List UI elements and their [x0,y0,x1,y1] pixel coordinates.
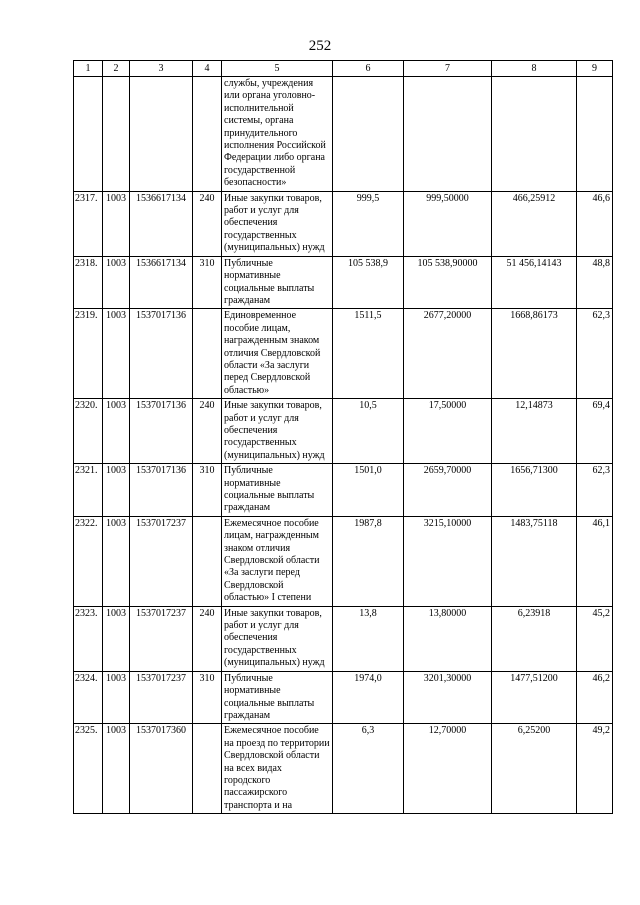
planned-amount-cell: 13,8 [333,606,404,671]
expense-type-cell: 240 [193,191,222,256]
description-cell: Иные закупки товаров, работ и услуг для обеспечения государственных (муниципальных) нужд [222,606,333,671]
refined-amount-cell: 999,50000 [404,191,492,256]
expense-type-cell: 240 [193,399,222,464]
section-code-cell: 1003 [103,464,130,517]
description-cell: службы, учреждения или органа уголовно-исполнительной системы, органа принудительного исполнения Российской Федерации либо органа государственной безопасности» [222,77,333,192]
percent-executed-cell: 62,3 [577,464,613,517]
expense-type-cell [193,516,222,606]
executed-amount-cell: 466,25912 [492,191,577,256]
header-cell-3: 3 [130,61,193,77]
expense-type-cell: 240 [193,606,222,671]
description-cell: Ежемесячное пособие лицам, награжденным знаком отличия Свердловской области «За заслуги перед Свердловской областью» I степени [222,516,333,606]
table-body [74,77,613,814]
section-code-cell: 1003 [103,256,130,309]
description-cell: Единовременное пособие лицам, награжденным знаком отличия Свердловской области «За заслуги перед Свердловской областью» [222,309,333,399]
expense-type-cell [193,724,222,814]
header-cell-6: 6 [333,61,404,77]
table-row [74,399,613,464]
table-row [74,724,613,814]
target-article-cell [130,77,193,192]
header-cell-2: 2 [103,61,130,77]
executed-amount-cell: 51 456,14143 [492,256,577,309]
planned-amount-cell: 1974,0 [333,671,404,724]
description-cell: Публичные нормативные социальные выплаты гражданам [222,671,333,724]
table-row [74,606,613,671]
section-code-cell [103,77,130,192]
planned-amount-cell: 999,5 [333,191,404,256]
refined-amount-cell: 2677,20000 [404,309,492,399]
executed-amount-cell: 1668,86173 [492,309,577,399]
expense-type-cell: 310 [193,671,222,724]
row-number-cell: 2317. [74,191,103,256]
section-code-cell: 1003 [103,191,130,256]
percent-executed-cell: 49,2 [577,724,613,814]
description-cell: Публичные нормативные социальные выплаты гражданам [222,464,333,517]
table-row [74,309,613,399]
header-cell-7: 7 [404,61,492,77]
refined-amount-cell: 13,80000 [404,606,492,671]
description-cell: Ежемесячное пособие на проезд по территории Свердловской области на всех видах городского пассажирского транспорта и на [222,724,333,814]
row-number-cell: 2321. [74,464,103,517]
executed-amount-cell: 1656,71300 [492,464,577,517]
table-row [74,464,613,517]
table-row [74,77,613,192]
table-row [74,191,613,256]
header-cell-5: 5 [222,61,333,77]
description-cell: Публичные нормативные социальные выплаты гражданам [222,256,333,309]
description-cell: Иные закупки товаров, работ и услуг для обеспечения государственных (муниципальных) нужд [222,191,333,256]
row-number-cell [74,77,103,192]
target-article-cell: 1536617134 [130,256,193,309]
percent-executed-cell: 62,3 [577,309,613,399]
refined-amount-cell: 3201,30000 [404,671,492,724]
row-number-cell: 2320. [74,399,103,464]
executed-amount-cell: 1477,51200 [492,671,577,724]
target-article-cell: 1537017136 [130,464,193,517]
planned-amount-cell [333,77,404,192]
target-article-cell: 1537017136 [130,309,193,399]
row-number-cell: 2318. [74,256,103,309]
refined-amount-cell: 12,70000 [404,724,492,814]
executed-amount-cell: 6,25200 [492,724,577,814]
header-cell-9: 9 [577,61,613,77]
target-article-cell: 1537017237 [130,516,193,606]
planned-amount-cell: 10,5 [333,399,404,464]
budget-execution-table [73,60,613,814]
planned-amount-cell: 6,3 [333,724,404,814]
header-cell-1: 1 [74,61,103,77]
percent-executed-cell: 46,6 [577,191,613,256]
refined-amount-cell [404,77,492,192]
section-code-cell: 1003 [103,309,130,399]
planned-amount-cell: 1987,8 [333,516,404,606]
table-header-row [74,61,613,77]
table-row [74,671,613,724]
row-number-cell: 2325. [74,724,103,814]
percent-executed-cell: 48,8 [577,256,613,309]
section-code-cell: 1003 [103,516,130,606]
target-article-cell: 1537017237 [130,606,193,671]
percent-executed-cell [577,77,613,192]
planned-amount-cell: 1511,5 [333,309,404,399]
row-number-cell: 2319. [74,309,103,399]
planned-amount-cell: 1501,0 [333,464,404,517]
section-code-cell: 1003 [103,606,130,671]
header-cell-4: 4 [193,61,222,77]
description-cell: Иные закупки товаров, работ и услуг для обеспечения государственных (муниципальных) нужд [222,399,333,464]
percent-executed-cell: 69,4 [577,399,613,464]
row-number-cell: 2322. [74,516,103,606]
header-cell-8: 8 [492,61,577,77]
executed-amount-cell: 12,14873 [492,399,577,464]
percent-executed-cell: 46,2 [577,671,613,724]
expense-type-cell [193,77,222,192]
executed-amount-cell: 6,23918 [492,606,577,671]
percent-executed-cell: 46,1 [577,516,613,606]
target-article-cell: 1537017136 [130,399,193,464]
refined-amount-cell: 2659,70000 [404,464,492,517]
executed-amount-cell [492,77,577,192]
section-code-cell: 1003 [103,671,130,724]
refined-amount-cell: 17,50000 [404,399,492,464]
target-article-cell: 1536617134 [130,191,193,256]
section-code-cell: 1003 [103,724,130,814]
target-article-cell: 1537017360 [130,724,193,814]
section-code-cell: 1003 [103,399,130,464]
refined-amount-cell: 105 538,90000 [404,256,492,309]
expense-type-cell [193,309,222,399]
target-article-cell: 1537017237 [130,671,193,724]
table-row [74,516,613,606]
table-row [74,256,613,309]
expense-type-cell: 310 [193,464,222,517]
page-number: 252 [308,38,332,54]
percent-executed-cell: 45,2 [577,606,613,671]
executed-amount-cell: 1483,75118 [492,516,577,606]
expense-type-cell: 310 [193,256,222,309]
planned-amount-cell: 105 538,9 [333,256,404,309]
row-number-cell: 2323. [74,606,103,671]
row-number-cell: 2324. [74,671,103,724]
refined-amount-cell: 3215,10000 [404,516,492,606]
